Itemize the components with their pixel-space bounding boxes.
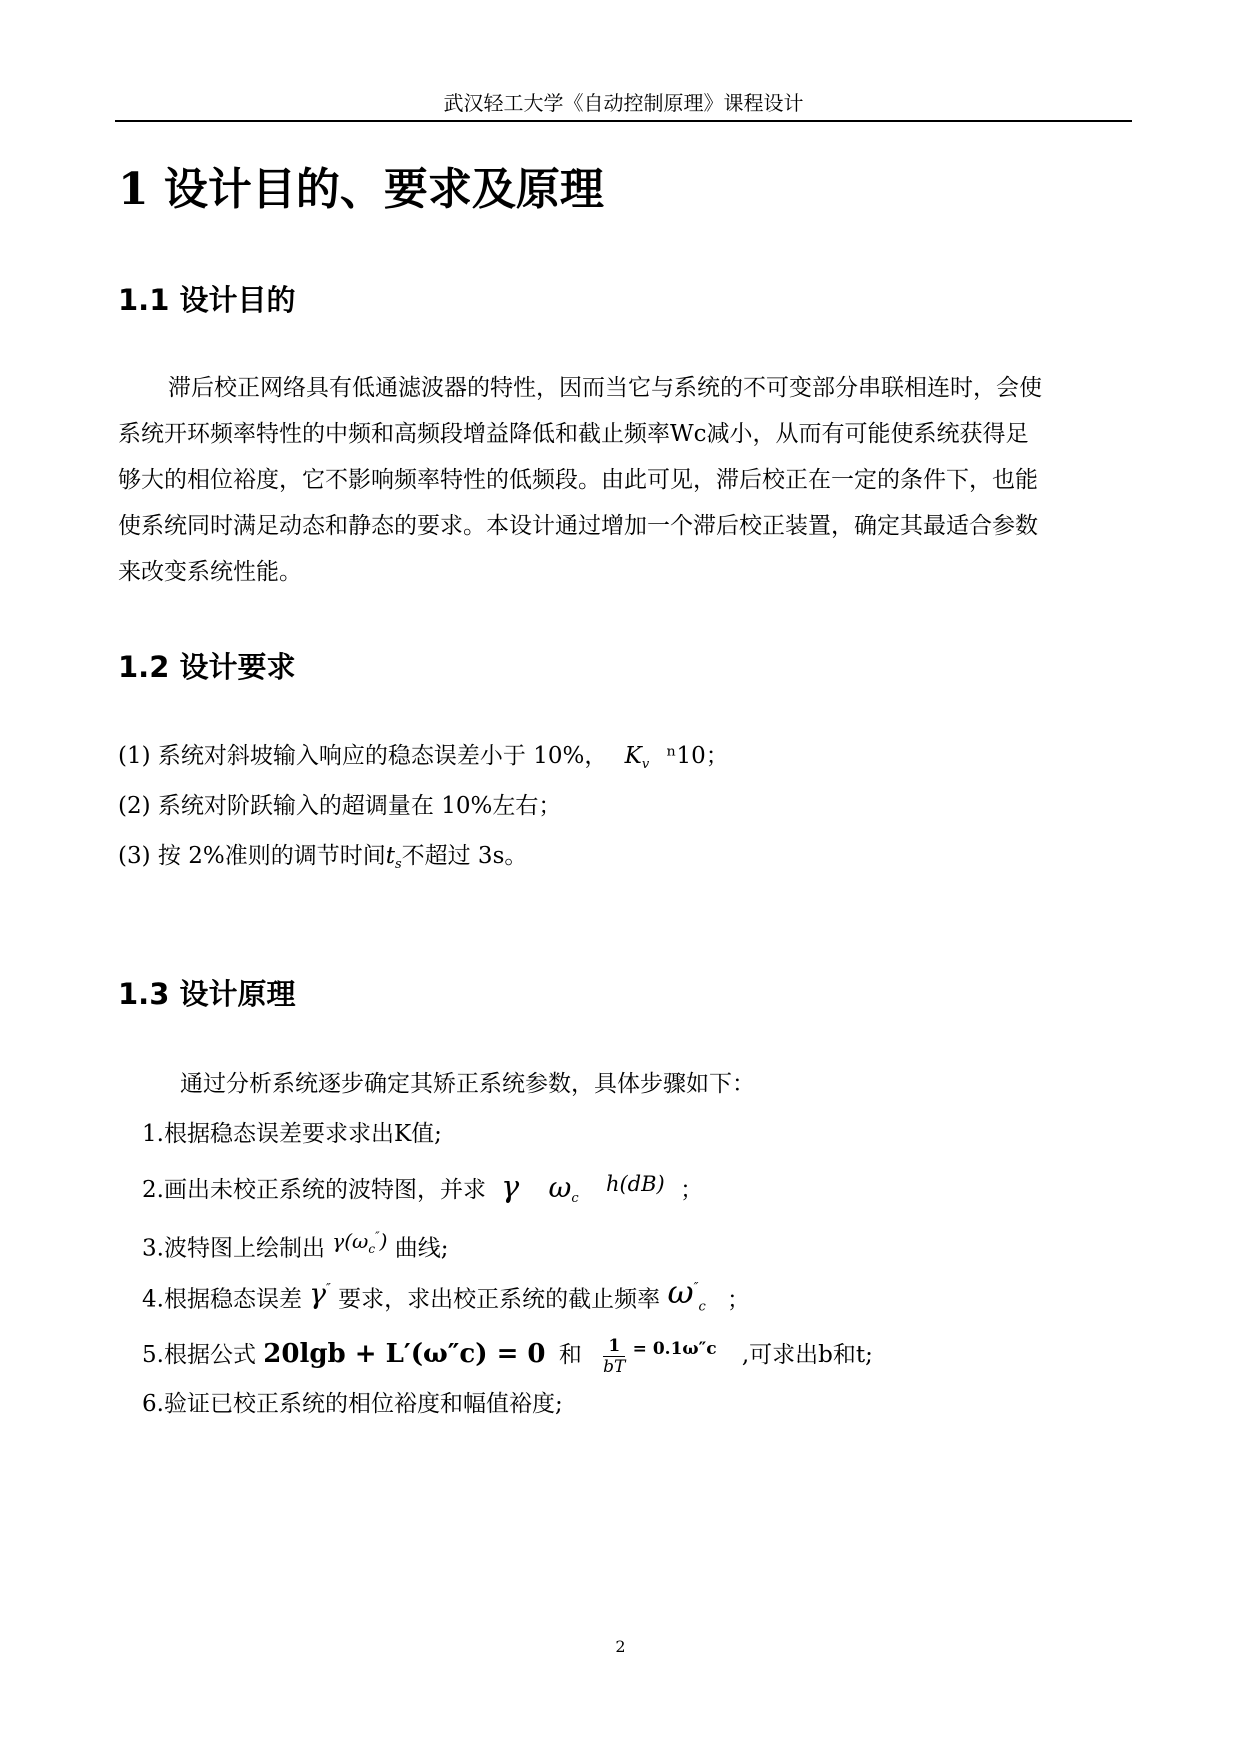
page-header: 武汉轻工大学《自动控制原理》课程设计 [115, 86, 1132, 122]
step-5-and: 和 [558, 1342, 582, 1368]
paragraph-line-4: 使系统同时满足动态和静态的要求。本设计通过增加一个滞后校正装置，确定其最适合参数 [118, 513, 1038, 539]
formula-1: 20lgb + L′(ω″c) = 0 [263, 1339, 546, 1369]
requirement-3 [118, 840, 527, 881]
step-5-text: 5.根据公式 [142, 1342, 256, 1368]
method-intro: 通过分析系统逐步确定其矫正系统参数，具体步骤如下： [180, 1071, 755, 1097]
s-subscript: s [394, 857, 402, 872]
v-subscript: v [641, 757, 650, 772]
section-title-2: 1.2 设计要求 [118, 650, 296, 684]
omega-c-symbol: ω [548, 1171, 572, 1204]
section-title-1: 1.1 设计目的 [118, 283, 296, 317]
step-2-end: ； [680, 1177, 704, 1203]
formula-2-fraction [603, 1336, 625, 1377]
requirement-1-value: ⁿ10； [666, 743, 729, 769]
step-1: 1.根据稳态误差要求求出K值; [142, 1121, 442, 1147]
paragraph-line-5: 来改变系统性能。 [118, 559, 302, 585]
requirement-2: (2) 系统对阶跃输入的超调量在 10%左右； [118, 793, 562, 819]
step-3-end: 曲线; [394, 1235, 449, 1262]
omega-c-subscript: c [571, 1191, 579, 1206]
requirement-3-post: 不超过 3s。 [401, 843, 528, 869]
requirement-1 [118, 740, 729, 781]
requirement-3-pre: (3) 按 2%准则的调节时间 [118, 843, 386, 869]
formula-2-rhs: = 0.1ω″c [632, 1339, 717, 1359]
step-3 [142, 1220, 448, 1265]
paragraph-line-2: 系统开环频率特性的中频和高频段增益降低和截止频率Wc减小，从而有可能使系统获得足 [118, 421, 1029, 447]
fraction-denominator: bT [603, 1356, 626, 1377]
t-symbol: t [385, 843, 395, 869]
gamma-symbol: γ [501, 1170, 520, 1205]
step-2-text: 2.画出未校正系统的波特图，并求 [142, 1177, 486, 1203]
step-5 [142, 1333, 873, 1377]
step-3-text: 3.波特图上绘制出 [142, 1235, 325, 1262]
paragraph-line-3: 够大的相位裕度，它不影响频率特性的低频段。由此可见，滞后校正在一定的条件下，也能 [118, 467, 1038, 493]
gamma-omega-c-symbol: $\gamma(\omega_c'')$ [332, 1228, 388, 1256]
page-number: 2 [615, 1637, 626, 1656]
step-4-end: ； [727, 1286, 751, 1313]
h-db-symbol: h(dB) [605, 1172, 665, 1196]
requirement-1-text: (1) 系统对斜坡输入响应的稳态误差小于 10%， [118, 743, 608, 769]
k-symbol: K [624, 743, 642, 769]
chapter-title: 1 设计目的、要求及原理 [118, 164, 604, 215]
paragraph-line-1: 滞后校正网络具有低通滤波器的特性，因而当它与系统的不可变部分串联相连时，会使 [168, 375, 1042, 401]
fraction-numerator: 1 [603, 1336, 625, 1357]
step-6: 6.验证已校正系统的相位裕度和幅值裕度; [142, 1391, 563, 1417]
section-title-3: 1.3 设计原理 [118, 977, 296, 1011]
step-2 [142, 1168, 703, 1215]
step-4-mid: 要求，求出校正系统的截止频率 [338, 1286, 661, 1313]
gamma-double-prime-symbol: γ″ [309, 1276, 331, 1310]
step-4-text: 4.根据稳态误差 [142, 1286, 302, 1313]
omega-c-double-prime-symbol: $\omega''_c$ [667, 1272, 706, 1315]
step-5-end: ,可求出b和t; [741, 1342, 873, 1368]
step-4 [142, 1272, 750, 1323]
